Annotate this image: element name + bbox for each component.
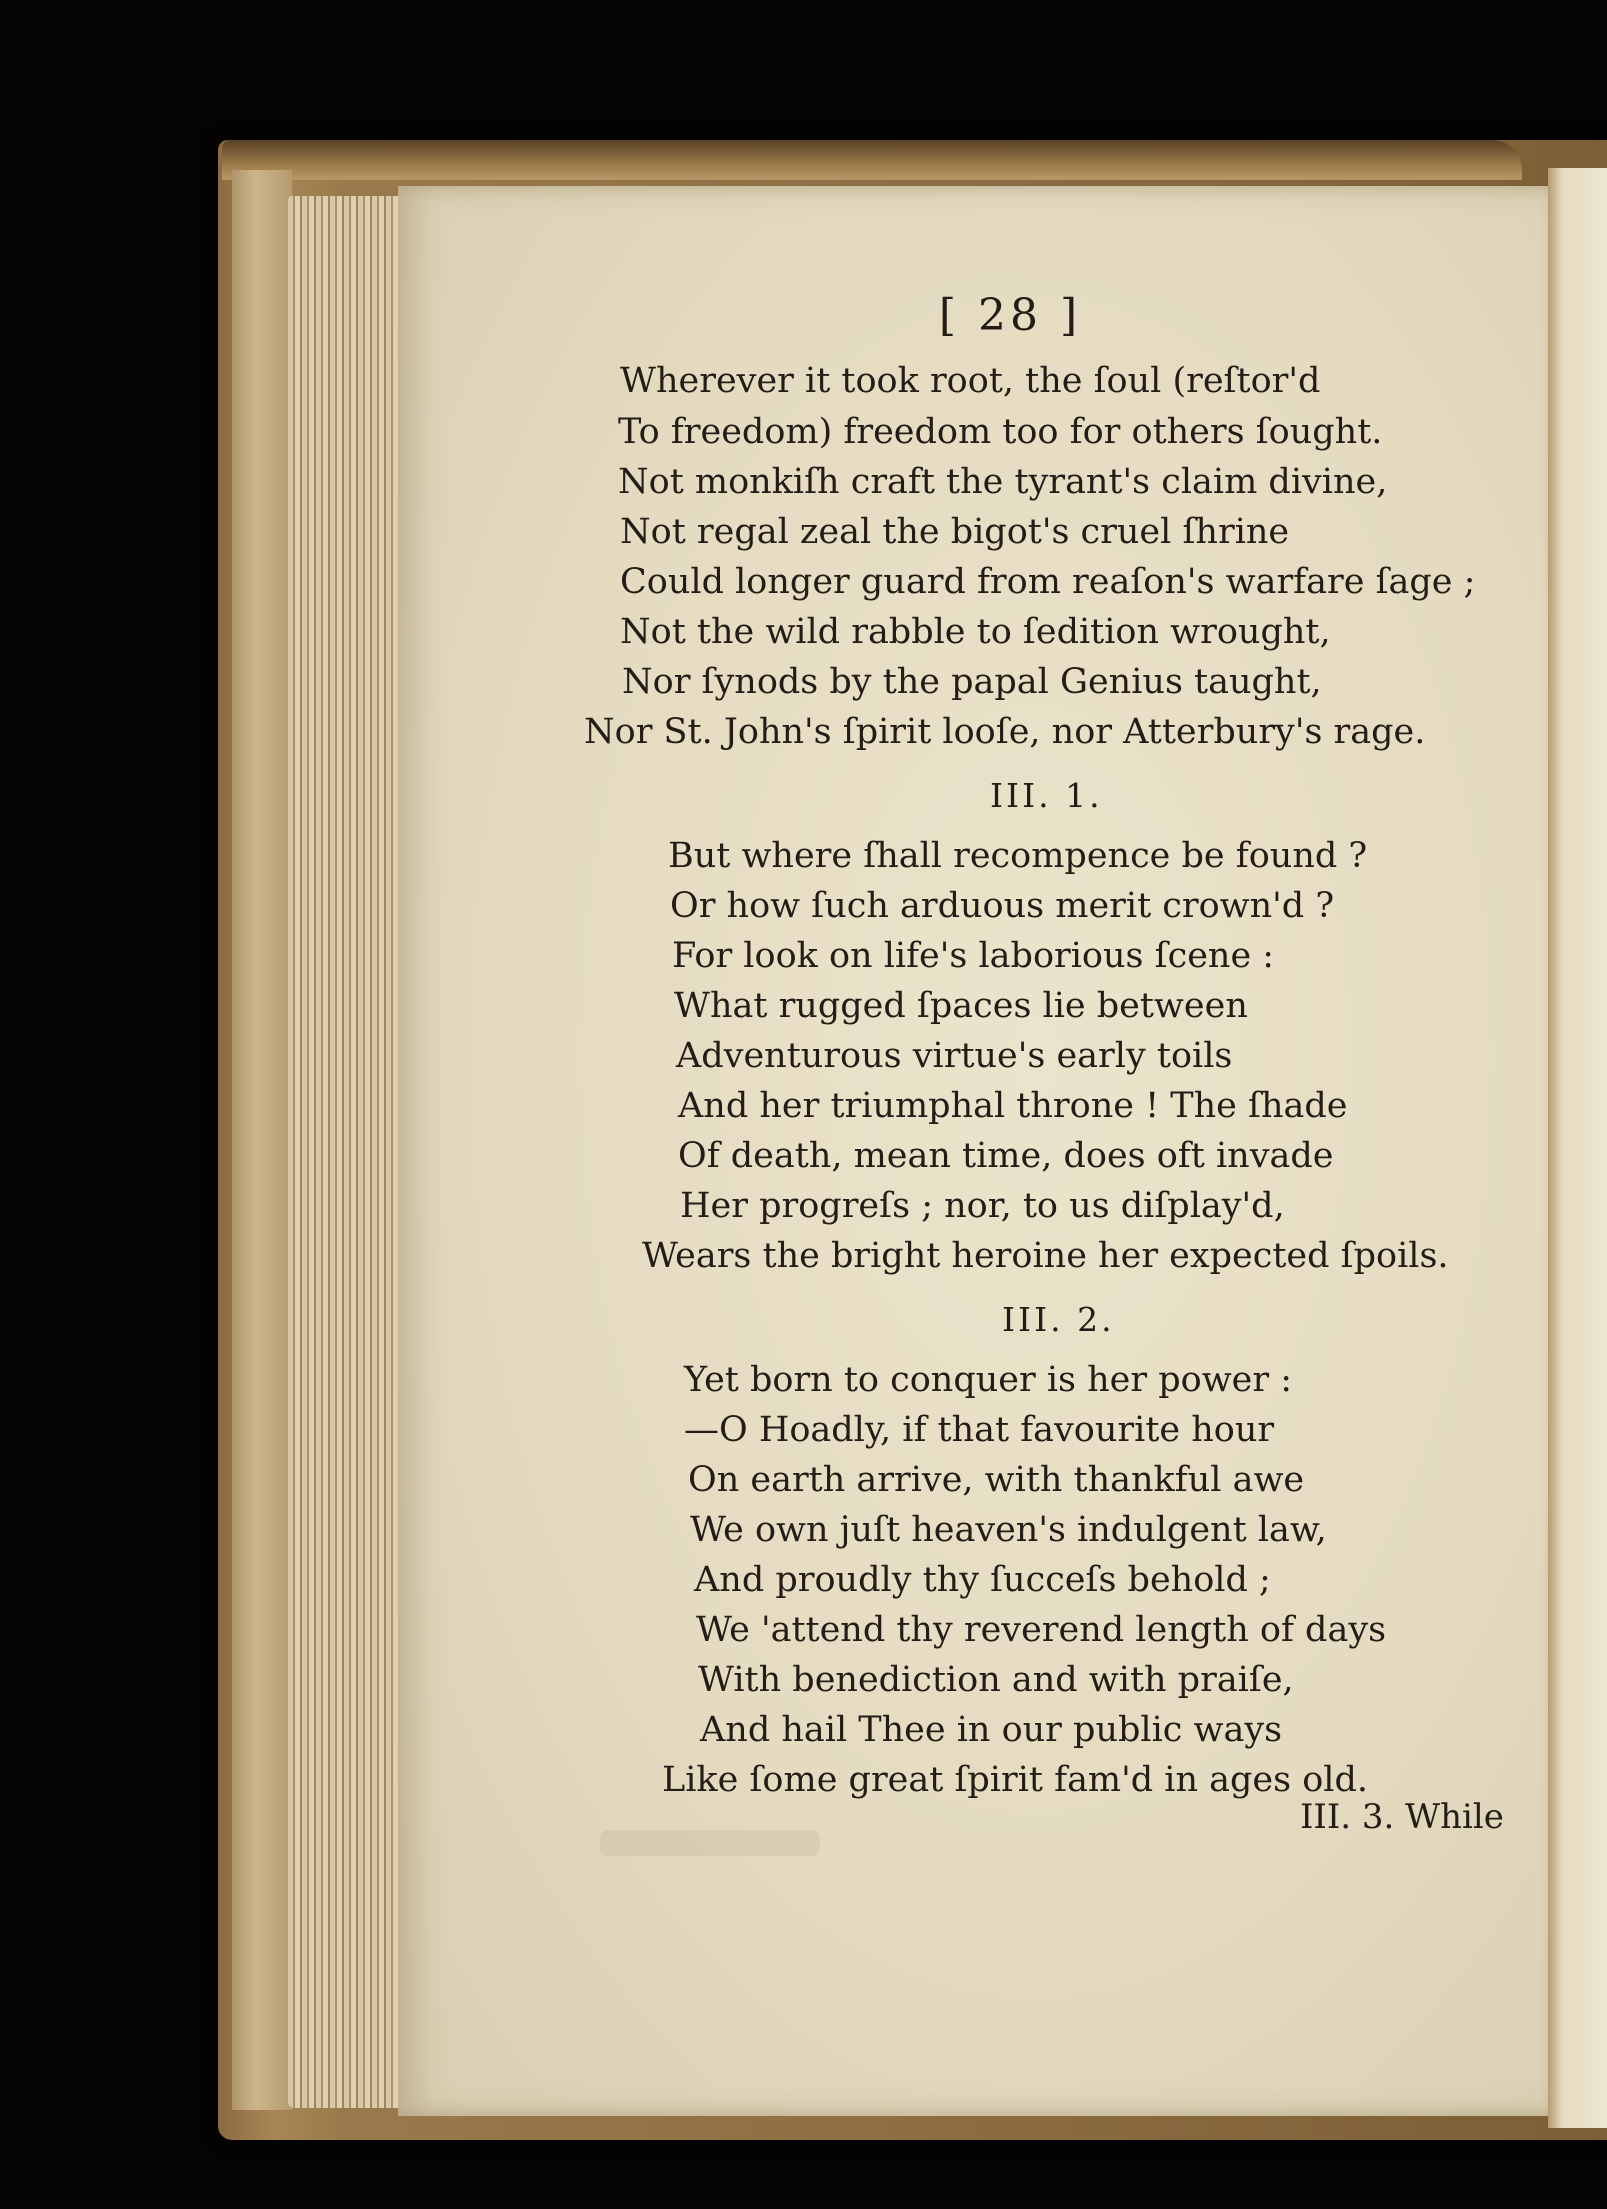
catchword: III. 3. While	[1300, 1797, 1504, 1837]
verse-line: Or how ſuch arduous merit crown'd ?	[670, 886, 1335, 926]
section-heading-iii-1: III. 1.	[990, 776, 1103, 815]
section-heading-iii-2: III. 2.	[1002, 1300, 1115, 1339]
verse-line: And proudly thy ſucceſs behold ;	[694, 1560, 1271, 1600]
verse-line: But where ſhall recompence be found ?	[668, 836, 1368, 876]
verse-line: On earth arrive, with thankful awe	[688, 1460, 1305, 1500]
verse-line: We own juſt heaven's indulgent law,	[690, 1510, 1327, 1550]
verse-line: Nor ſynods by the papal Genius taught,	[622, 662, 1322, 702]
verse-line: Could longer guard from reaſon's warfare ſage ;	[620, 562, 1476, 602]
verse-line: We 'attend thy reverend length of days	[696, 1610, 1387, 1650]
verse-line: Not regal zeal the bigot's cruel ſhrine	[620, 512, 1290, 552]
page-number-header: [ 28 ]	[938, 290, 1082, 341]
verse-line: Her progreſs ; nor, to us diſplay'd,	[680, 1186, 1285, 1226]
verse-line: Not monkiſh craft the tyrant's claim divine,	[618, 462, 1388, 502]
verse-line: Nor St. John's ſpirit looſe, nor Atterbury's rage.	[584, 712, 1426, 752]
verse-line: Adventurous virtue's early toils	[676, 1036, 1233, 1076]
verse-line: Yet born to conquer is her power :	[684, 1360, 1293, 1400]
verse-line: With benediction and with praiſe,	[698, 1660, 1294, 1700]
verse-line: Wherever it took root, the ſoul (reſtor'd	[620, 361, 1321, 401]
verse-line: Wears the bright heroine her expected ſpoils.	[642, 1236, 1449, 1276]
verse-line: Like ſome great ſpirit fam'd in ages old.	[662, 1760, 1368, 1800]
verse-line: What rugged ſpaces lie between	[674, 986, 1248, 1026]
verse-line: And hail Thee in our public ways	[700, 1710, 1283, 1750]
verse-line: —O Hoadly, if that favourite hour	[684, 1410, 1275, 1450]
verse-line: And her triumphal throne ! The ſhade	[678, 1086, 1348, 1126]
verse-line: Of death, mean time, does oft invade	[678, 1136, 1334, 1176]
verse-line: To freedom) freedom too for others ſought.	[618, 412, 1383, 452]
verse-line: For look on life's laborious ſcene :	[672, 936, 1275, 976]
verse-line: Not the wild rabble to ſedition wrought,	[620, 612, 1331, 652]
